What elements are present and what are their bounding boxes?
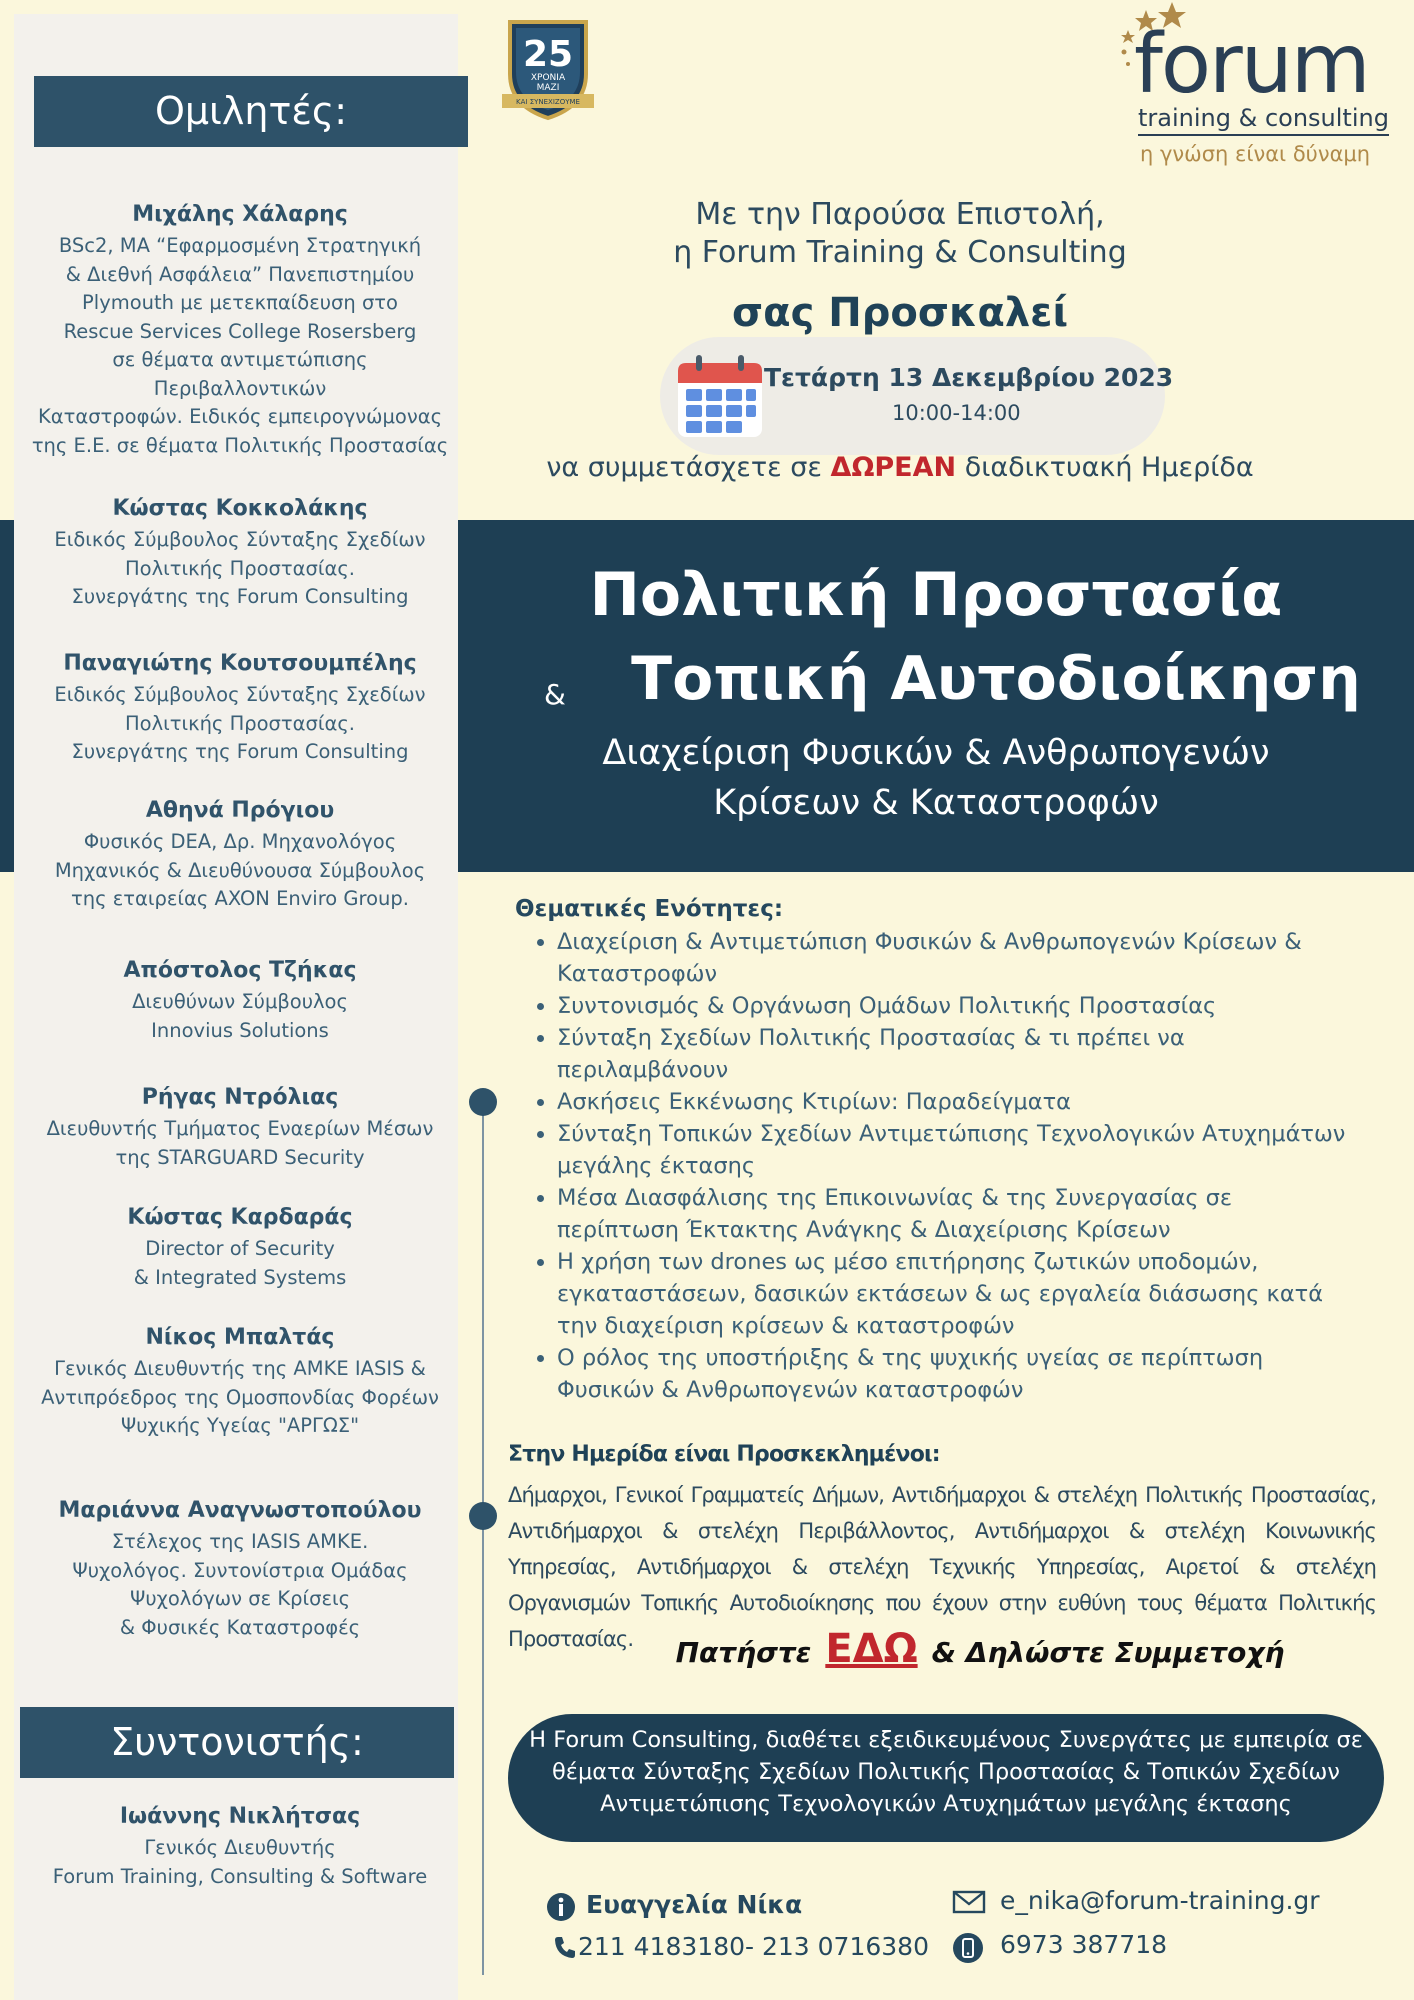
event-time: 10:00-14:00 (892, 401, 1021, 425)
timeline-line (482, 1100, 484, 1975)
speaker-card (20, 1323, 460, 1441)
speaker-name: Παναγιώτης Κουτσουμπέλης (63, 651, 417, 676)
logo-motto: η γνώση είναι δύναμη (1140, 142, 1371, 166)
logo-word: forum (1134, 17, 1369, 112)
speaker-name: Νίκος Μπαλτάς (145, 1325, 335, 1350)
date-pill (660, 337, 1174, 455)
event-date: Τετάρτη 13 Δεκεμβρίου 2023 (764, 363, 1174, 392)
speakers-heading: Ομιλητές: (34, 76, 468, 147)
list-item: • Μέσα Διασφάλισης της Επικοινωνίας & της Συνεργασίας σε περίπτωση Έκτακτης Ανάγκης & Διαχείρισης Κρίσεων (557, 1182, 1355, 1246)
badge-line2: ΜΑΖΙ (536, 83, 560, 93)
title-subtitle: Διαχείριση Φυσικών & Ανθρωπογενών Κρίσεων & Καταστροφών (602, 733, 1270, 823)
title-line-1: Πολιτική Προστασία (589, 560, 1283, 630)
speaker-desc: Ειδικός Σύμβουλος Σύνταξης Σχεδίων Πολιτικής Προστασίας. Συνεργάτης της Forum Consulting (54, 528, 426, 608)
speaker-card (20, 1083, 460, 1172)
list-item: • Συντονισμός & Οργάνωση Ομάδων Πολιτικής Προστασίας (557, 990, 1355, 1022)
intro-text: Με την Παρούσα Επιστολή, η Forum Training & Consulting (673, 197, 1127, 270)
speaker-card (20, 200, 460, 460)
topics-heading: Θεματικές Ενότητες: (515, 896, 784, 922)
speaker-card (20, 956, 460, 1045)
moderator-heading: Συντονιστής: (20, 1707, 454, 1778)
topics-list (515, 926, 1355, 1406)
speaker-desc: Φυσικός DEA, Δρ. Μηχανολόγος Μηχανικός & Διευθύνουσα Σύμβουλος της εταιρείας AXON Enviro Group. (54, 830, 426, 910)
mobile-icon (952, 1932, 984, 1964)
moderator-name: Ιωάννης Νικλήτσας (119, 1804, 361, 1829)
register-line: Πατήστε ΕΔΩ & Δηλώστε Συμμετοχή (675, 1626, 1285, 1672)
speaker-desc: Διευθυντής Τμήματος Εναερίων Μέσων της STARGUARD Security (46, 1117, 434, 1169)
speaker-card (20, 649, 460, 767)
register-link[interactable]: ΕΔΩ (825, 1626, 918, 1672)
invited-section (508, 1442, 1376, 1657)
badge-number: 25 (522, 34, 574, 75)
envelope-icon (952, 1888, 986, 1916)
speaker-name: Μαριάννα Αναγνωστοπούλου (58, 1498, 422, 1523)
topics-section (515, 896, 1355, 1406)
info-icon (546, 1892, 576, 1922)
speaker-name: Κώστας Καρδαράς (127, 1205, 353, 1230)
speaker-name: Μιχάλης Χάλαρης (132, 202, 348, 227)
list-item: • Η χρήση των drones ως μέσο επιτήρησης ζωτικών υποδομών, εγκαταστάσεων, δασικών εκτάσεων & ως εργαλεία διάσωσης κατά την διαχείριση κρίσεων & καταστροφών (557, 1246, 1355, 1342)
speaker-desc: Director of Security & Integrated Systems (133, 1237, 347, 1289)
speaker-desc: Διευθύνων Σύμβουλος Innovius Solutions (132, 990, 348, 1042)
list-item: • Σύνταξη Τοπικών Σχεδίων Αντιμετώπισης Τεχνολογικών Ατυχημάτων μεγάλης έκτασης (557, 1118, 1355, 1182)
left-accent-bar (0, 520, 14, 872)
speaker-card (20, 494, 460, 612)
speaker-desc: Γενικός Διευθυντής της ΑΜΚΕ IASIS & Αντιπρόεδρος της Ομοσπονδίας Φορέων Ψυχικής Υγείας "ΑΡΓΩΣ" (41, 1357, 439, 1437)
speaker-card (20, 796, 460, 914)
speaker-name: Ρήγας Ντρόλιας (141, 1085, 339, 1110)
speaker-card (20, 1496, 460, 1642)
speaker-name: Αθηνά Πρόγιου (145, 798, 335, 823)
title-ampersand: & (544, 678, 566, 711)
free-label: ΔΩΡΕΑΝ (830, 452, 957, 483)
speaker-card (20, 1203, 460, 1292)
moderator-desc: Γενικός Διευθυντής Forum Training, Consulting & Software (52, 1836, 428, 1888)
speaker-name: Κώστας Κοκκολάκης (112, 496, 368, 521)
title-line-2: Τοπική Αυτοδιοίκηση (631, 644, 1361, 714)
list-item: • Ο ρόλος της υποστήριξης & της ψυχικής υγείας σε περίπτωση Φυσικών & Ανθρωπογενών καταστροφών (557, 1342, 1355, 1406)
speaker-desc: Ειδικός Σύμβουλος Σύνταξης Σχεδίων Πολιτικής Προστασίας. Συνεργάτης της Forum Consulting (54, 683, 426, 763)
phone-icon (552, 1934, 578, 1960)
info-pill: Η Forum Consulting, διαθέτει εξειδικευμένους Συνεργάτες με εμπειρία σε θέματα Σύνταξης Σχεδίων Πολιτικής Προστασίας & Τοπικών Σχεδίων Αντιμετώπισης Τεχνολογικών Ατυχημάτων μεγάλης έκτασης (508, 1714, 1384, 1842)
anniversary-badge-icon (500, 14, 596, 122)
title-banner (458, 520, 1414, 872)
invited-text: Δήμαρχοι, Γενικοί Γραμματείς Δήμων, Αντιδήμαρχοι & στελέχη Πολιτικής Προστασίας, Αντιδήμαρχοι & στελέχη Περιβάλλοντος, Αντιδήμαρχοι & στελέχη Κοινωνικής Υπηρεσίας, Αντιδήμαρχοι & στελέχη Τεχνικής Υπηρεσίας, Αιρετοί & στελέχη Οργανισμών Τοπικής Αυτοδιοίκησης που έχουν στην ευθύνη τους θέματα Πολιτικής Προστασίας. (508, 1483, 1376, 1651)
invite-heading: σας Προσκαλεί (731, 290, 1069, 336)
calendar-icon (672, 349, 768, 445)
list-item: • Ασκήσεις Εκκένωσης Κτιρίων: Παραδείγματα (557, 1086, 1355, 1118)
speaker-name: Απόστολος Τζήκας (123, 958, 357, 983)
timeline-dot (469, 1088, 497, 1116)
forum-logo (1110, 0, 1400, 175)
badge-line1: ΧΡΟΝΙΑ (530, 73, 566, 83)
speaker-desc: Στέλεχος της IASIS ΑΜΚΕ. Ψυχολόγος. Συντονίστρια Ομάδας Ψυχολόγων σε Κρίσεις & Φυσικές Καταστροφές (72, 1530, 408, 1639)
list-item: • Σύνταξη Σχεδίων Πολιτικής Προστασίας & τι πρέπει να περιλαμβάνουν (557, 1022, 1355, 1086)
logo-tagline: training & consulting (1138, 104, 1389, 136)
timeline-dot (469, 1502, 497, 1530)
invited-heading: Στην Ημερίδα είναι Προσκεκλημένοι: (508, 1442, 940, 1467)
participation-line: να συμμετάσχετε σε ΔΩΡΕΑΝ διαδικτυακή Ημερίδα (546, 452, 1254, 483)
speaker-desc: BSc2, MA “Εφαρμοσμένη Στρατηγική & Διεθνή Ασφάλεια” Πανεπιστημίου Plymouth με μετεκπαίδευση στο Rescue Services College Rosersberg σε θέματα αντιμετώπισης Περιβαλλοντικών Καταστροφών. Ειδικός εμπειρογνώμονας της Ε.Ε. σε θέματα Πολιτικής Προστασίας (31, 234, 449, 457)
badge-ribbon: ΚΑΙ ΣΥΝΕΧΙΖΟΥΜΕ (516, 98, 580, 106)
moderator-card (20, 1802, 460, 1891)
list-item: • Διαχείριση & Αντιμετώπιση Φυσικών & Ανθρωπογενών Κρίσεων & Καταστροφών (557, 926, 1355, 990)
